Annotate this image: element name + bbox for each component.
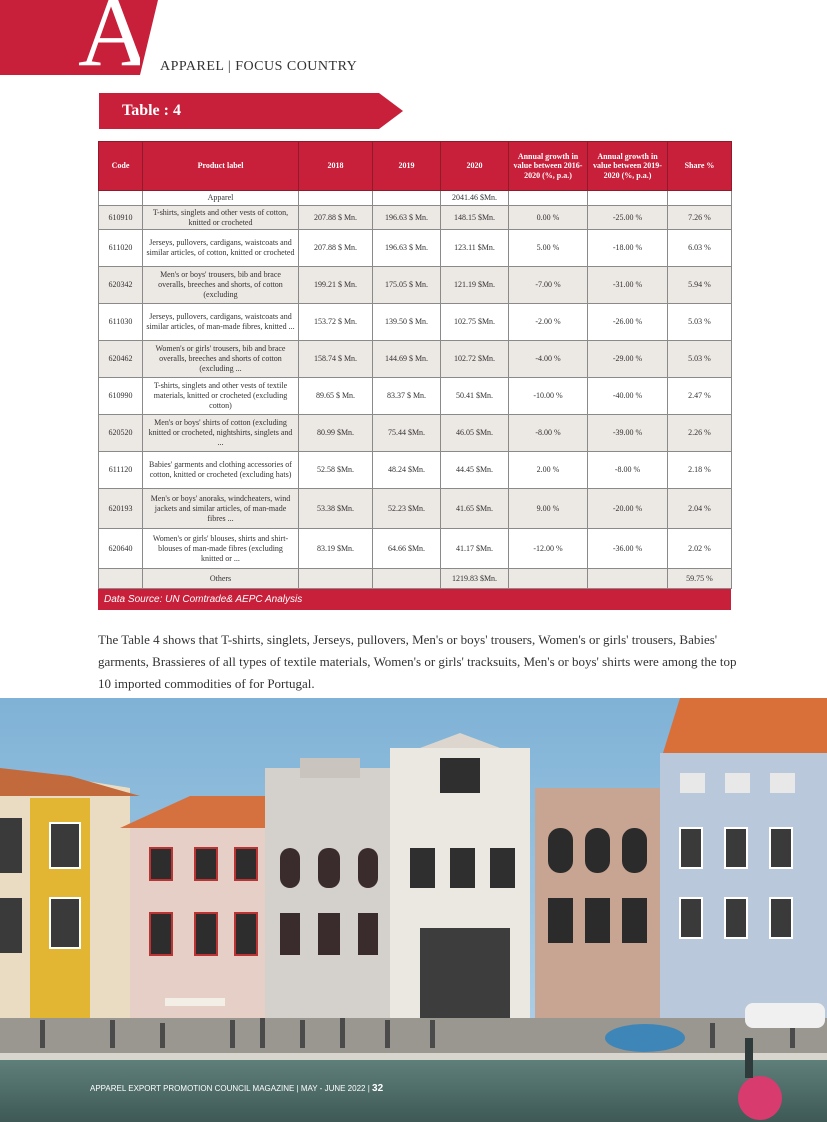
table-cell: -39.00 %: [588, 415, 668, 452]
table-cell: 52.23 $Mn.: [373, 489, 441, 529]
table-cell: Jerseys, pullovers, cardigans, waistcoats and similar articles, of cotton, knitted or crocheted: [143, 230, 299, 267]
footer-text: APPAREL EXPORT PROMOTION COUNCIL MAGAZINE | MAY - JUNE 2022 |: [90, 1084, 370, 1093]
table-cell: 83.19 $Mn.: [299, 529, 373, 569]
table-row: [99, 452, 732, 489]
table-row: [99, 341, 732, 378]
table-cell: [588, 191, 668, 206]
table-cell: 610910: [99, 206, 143, 230]
table-row: [99, 569, 732, 589]
table-cell: [509, 191, 588, 206]
column-header: 2020: [441, 142, 509, 191]
table-row: [99, 206, 732, 230]
portugal-street-photo: [0, 698, 827, 1122]
table-cell: 7.26 %: [668, 206, 732, 230]
table-cell: -26.00 %: [588, 304, 668, 341]
table-cell: 5.94 %: [668, 267, 732, 304]
table-cell: -40.00 %: [588, 378, 668, 415]
data-table: [98, 141, 732, 589]
table-tag-arrow: [379, 93, 403, 129]
table-header-row: [99, 142, 732, 191]
column-header: Share %: [668, 142, 732, 191]
table-cell: 2041.46 $Mn.: [441, 191, 509, 206]
table-cell: Apparel: [143, 191, 299, 206]
table-cell: 89.65 $ Mn.: [299, 378, 373, 415]
table-cell: Women's or girls' trousers, bib and brace overalls, breeches and shorts of cotton (excluding ...: [143, 341, 299, 378]
table-cell: 75.44 $Mn.: [373, 415, 441, 452]
table-row: [99, 304, 732, 341]
table-cell: 6.03 %: [668, 230, 732, 267]
table-cell: 148.15 $Mn.: [441, 206, 509, 230]
table-cell: 196.63 $ Mn.: [373, 230, 441, 267]
table-cell: Men's or boys' trousers, bib and brace overalls, breeches and shorts, of cotton (excluding: [143, 267, 299, 304]
table-cell: 2.18 %: [668, 452, 732, 489]
table-cell: 41.17 $Mn.: [441, 529, 509, 569]
table-title: Table : 4: [122, 102, 181, 119]
table-row: [99, 191, 732, 206]
table-cell: -29.00 %: [588, 341, 668, 378]
table-cell: Women's or girls' blouses, shirts and shirt-blouses of man-made fibres (excluding knitted or ...: [143, 529, 299, 569]
table-cell: 620342: [99, 267, 143, 304]
table-cell: 5.00 %: [509, 230, 588, 267]
column-header: Annual growth in value between 2016-2020 (%, p.a.): [509, 142, 588, 191]
table-cell: 199.21 $ Mn.: [299, 267, 373, 304]
table-cell: 620462: [99, 341, 143, 378]
table-cell: -4.00 %: [509, 341, 588, 378]
page-footer: [90, 1083, 383, 1094]
table-cell: 2.47 %: [668, 378, 732, 415]
table-cell: T-shirts, singlets and other vests of textile materials, knitted or crocheted (excluding cotton): [143, 378, 299, 415]
table-cell: 2.26 %: [668, 415, 732, 452]
table-cell: -2.00 %: [509, 304, 588, 341]
table-cell: -18.00 %: [588, 230, 668, 267]
table-cell: 0.00 %: [509, 206, 588, 230]
section-title: APPAREL | FOCUS COUNTRY: [160, 59, 358, 74]
table-row: [99, 489, 732, 529]
logo-letter: A: [78, 0, 151, 87]
table-cell: 5.03 %: [668, 304, 732, 341]
column-header: 2019: [373, 142, 441, 191]
table-row: [99, 267, 732, 304]
table-cell: -10.00 %: [509, 378, 588, 415]
table-cell: 620640: [99, 529, 143, 569]
table-cell: [509, 569, 588, 589]
table-cell: 102.75 $Mn.: [441, 304, 509, 341]
table-cell: 46.05 $Mn.: [441, 415, 509, 452]
table-cell: Men's or boys' shirts of cotton (excluding knitted or crocheted, nightshirts, singlets and ...: [143, 415, 299, 452]
table-cell: 207.88 $ Mn.: [299, 206, 373, 230]
table-cell: [299, 191, 373, 206]
table-cell: Others: [143, 569, 299, 589]
table-cell: 44.45 $Mn.: [441, 452, 509, 489]
table-cell: 611120: [99, 452, 143, 489]
table-cell: 64.66 $Mn.: [373, 529, 441, 569]
table-cell: [99, 569, 143, 589]
table-cell: 121.19 $Mn.: [441, 267, 509, 304]
column-header: Code: [99, 142, 143, 191]
table-cell: 2.04 %: [668, 489, 732, 529]
table-cell: 196.63 $ Mn.: [373, 206, 441, 230]
table-cell: 2.02 %: [668, 529, 732, 569]
table-cell: 9.00 %: [509, 489, 588, 529]
table-cell: 2.00 %: [509, 452, 588, 489]
data-source-note: Data Source: UN Comtrade& AEPC Analysis: [98, 589, 731, 610]
table-cell: 207.88 $ Mn.: [299, 230, 373, 267]
table-cell: -8.00 %: [588, 452, 668, 489]
table-cell: [588, 569, 668, 589]
table-cell: 123.11 $Mn.: [441, 230, 509, 267]
table-cell: Babies' garments and clothing accessories of cotton, knitted or crocheted (excluding hats): [143, 452, 299, 489]
table-cell: [99, 191, 143, 206]
table-cell: 41.65 $Mn.: [441, 489, 509, 529]
table-cell: 620520: [99, 415, 143, 452]
table-row: [99, 230, 732, 267]
data-table-container: [98, 141, 731, 610]
table-cell: 53.38 $Mn.: [299, 489, 373, 529]
table-cell: -36.00 %: [588, 529, 668, 569]
table-cell: -25.00 %: [588, 206, 668, 230]
table-cell: -20.00 %: [588, 489, 668, 529]
column-header: Product label: [143, 142, 299, 191]
table-cell: 611020: [99, 230, 143, 267]
table-cell: -31.00 %: [588, 267, 668, 304]
column-header: 2018: [299, 142, 373, 191]
body-paragraph: The Table 4 shows that T-shirts, singlets, Jerseys, pullovers, Men's or boys' trousers, Women's or girls' trousers, Babies' garments, Brassieres of all types of textile materials, Women's or girls' tracksuits, Men's or boys' shirts were among the top 10 imported commodities of for Portugal.: [98, 632, 737, 691]
table-cell: [668, 191, 732, 206]
table-cell: 610990: [99, 378, 143, 415]
table-cell: 153.72 $ Mn.: [299, 304, 373, 341]
table-cell: 611030: [99, 304, 143, 341]
table-row: [99, 378, 732, 415]
column-header: Annual growth in value between 2019-2020 (%, p.a.): [588, 142, 668, 191]
logo-decoration: [140, 0, 158, 75]
page-number: 32: [372, 1083, 384, 1094]
table-cell: 48.24 $Mn.: [373, 452, 441, 489]
table-cell: Men's or boys' anoraks, windcheaters, wind jackets and similar articles, of man-made fibres ...: [143, 489, 299, 529]
table-row: [99, 529, 732, 569]
table-cell: T-shirts, singlets and other vests of cotton, knitted or crocheted: [143, 206, 299, 230]
table-cell: Jerseys, pullovers, cardigans, waistcoats and similar articles, of man-made fibres, knitted ...: [143, 304, 299, 341]
table-cell: 139.50 $ Mn.: [373, 304, 441, 341]
table-cell: 83.37 $ Mn.: [373, 378, 441, 415]
table-cell: 102.72 $Mn.: [441, 341, 509, 378]
table-cell: 1219.83 $Mn.: [441, 569, 509, 589]
table-cell: [373, 191, 441, 206]
table-cell: 158.74 $ Mn.: [299, 341, 373, 378]
magazine-logo: [0, 0, 151, 87]
table-cell: 59.75 %: [668, 569, 732, 589]
table-row: [99, 415, 732, 452]
table-cell: 50.41 $Mn.: [441, 378, 509, 415]
table-cell: 5.03 %: [668, 341, 732, 378]
table-cell: 80.99 $Mn.: [299, 415, 373, 452]
table-cell: [299, 569, 373, 589]
table-cell: 144.69 $ Mn.: [373, 341, 441, 378]
table-cell: 175.05 $ Mn.: [373, 267, 441, 304]
table-cell: [373, 569, 441, 589]
table-cell: 620193: [99, 489, 143, 529]
table-cell: -8.00 %: [509, 415, 588, 452]
table-cell: 52.58 $Mn.: [299, 452, 373, 489]
table-cell: -7.00 %: [509, 267, 588, 304]
table-cell: -12.00 %: [509, 529, 588, 569]
